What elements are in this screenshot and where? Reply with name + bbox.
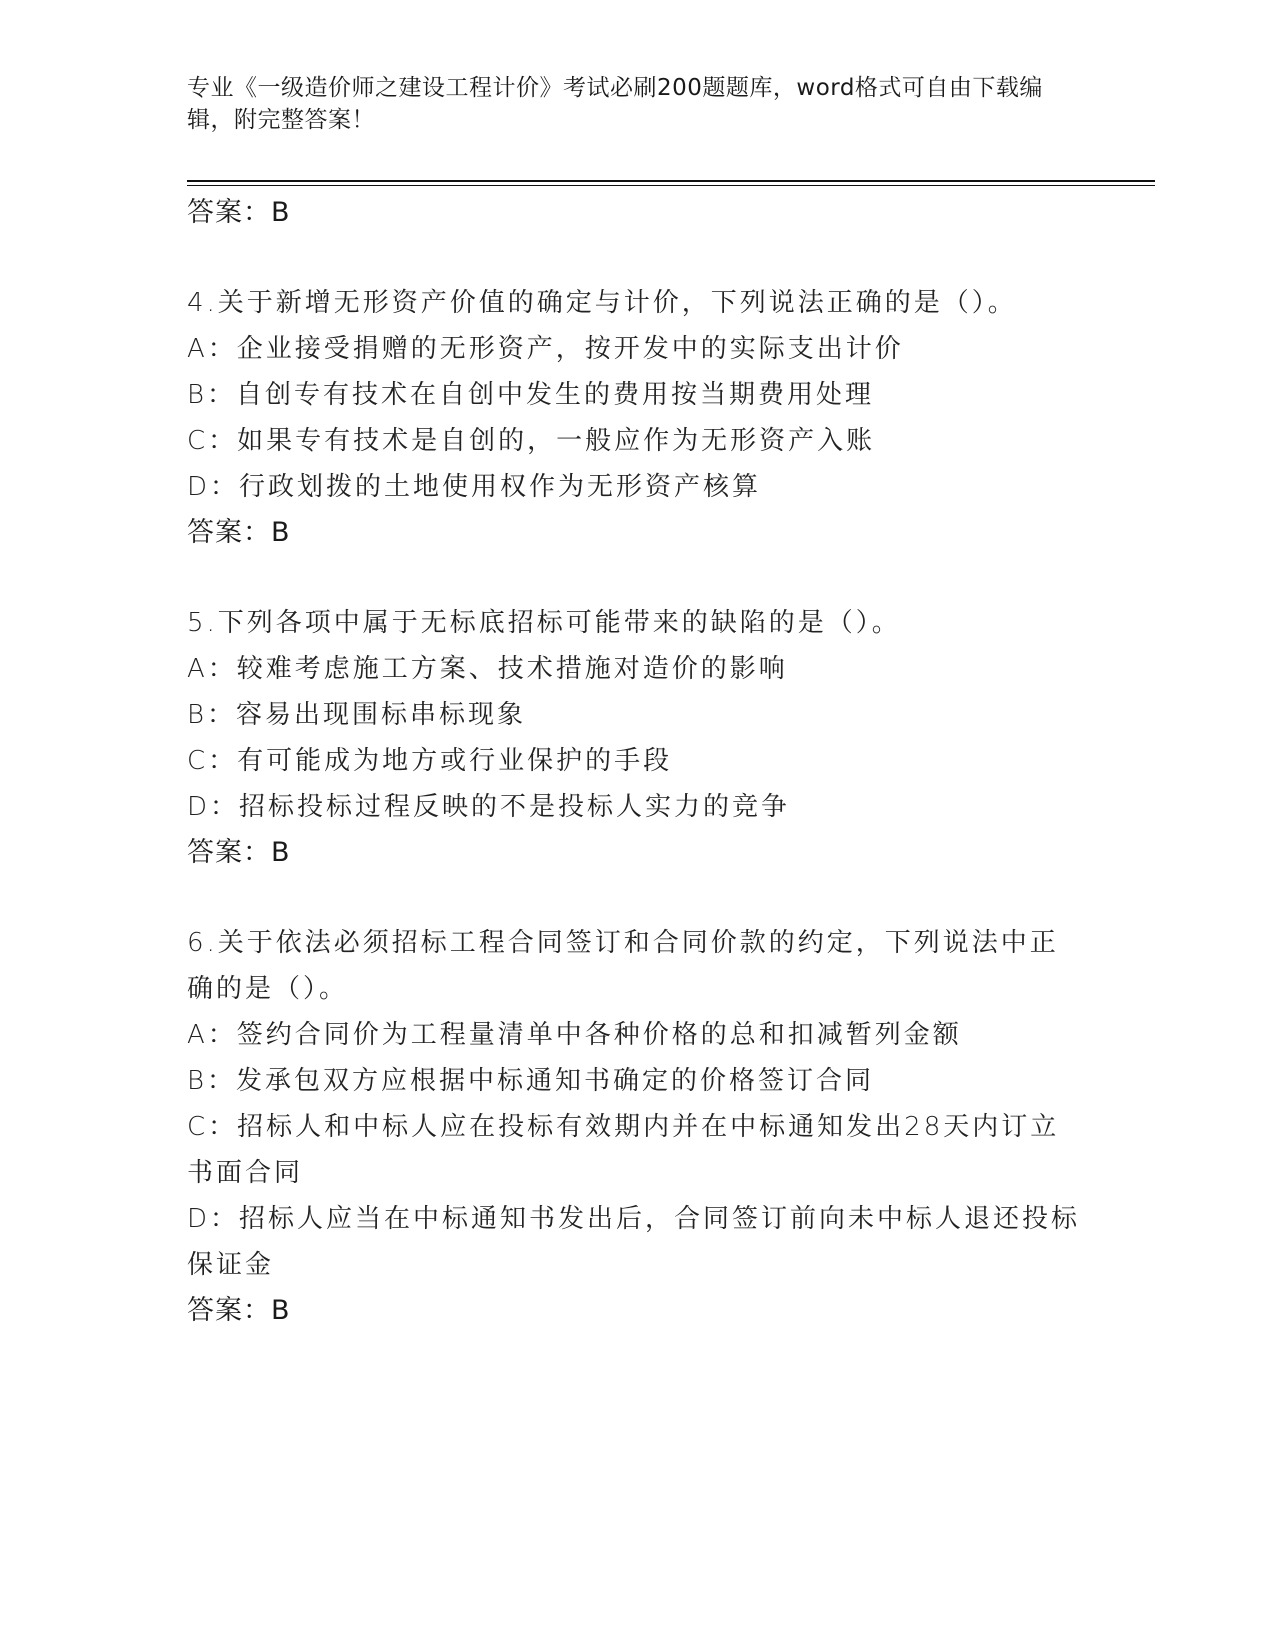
document-header: 专业《一级造价师之建设工程计价》考试必刷200题题库，word格式可自由下载编辑，附完整答案！ (187, 75, 1043, 133)
question-line: B：自创专有技术在自创中发生的费用按当期费用处理 (187, 380, 875, 410)
question-line: 确的是（）。 (187, 974, 349, 1004)
document-body (187, 190, 1087, 1334)
question-list (187, 280, 1087, 1334)
question-block (187, 280, 1087, 556)
question-line: B：容易出现围标串标现象 (187, 700, 527, 730)
header-rule-thick (187, 180, 1155, 182)
answer-line: 答案：B (187, 197, 291, 228)
question-line: C：有可能成为地方或行业保护的手段 (187, 746, 673, 776)
question-line: C：如果专有技术是自创的，一般应作为无形资产入账 (187, 426, 876, 456)
question-line: 书面合同 (187, 1158, 304, 1188)
header-rule-thin (187, 185, 1155, 186)
question-block (187, 600, 1087, 876)
question-line: A：企业接受捐赠的无形资产，按开发中的实际支出计价 (187, 334, 904, 364)
question-line: D：招标人应当在中标通知书发出后，合同签订前向未中标人退还投标 (187, 1204, 1081, 1234)
question-line: 保证金 (187, 1250, 275, 1280)
answer-line: 答案：B (187, 837, 291, 868)
question-stem: 5.下列各项中属于无标底招标可能带来的缺陷的是（）。 (187, 608, 901, 638)
answer-line: 答案：B (187, 1295, 291, 1326)
question-line: D：招标投标过程反映的不是投标人实力的竞争 (187, 792, 791, 822)
question-stem: 6.关于依法必须招标工程合同签订和合同价款的约定，下列说法中正 (187, 928, 1059, 958)
question-block (187, 920, 1087, 1334)
question-line: A：签约合同价为工程量清单中各种价格的总和扣减暂列金额 (187, 1020, 962, 1050)
question-line: C：招标人和中标人应在投标有效期内并在中标通知发出28天内订立 (187, 1112, 1060, 1142)
question-line: B：发承包双方应根据中标通知书确定的价格签订合同 (187, 1066, 875, 1096)
question-stem: 4.关于新增无形资产价值的确定与计价，下列说法正确的是（）。 (187, 288, 1017, 318)
question-line: D：行政划拨的土地使用权作为无形资产核算 (187, 472, 762, 502)
question-line: A：较难考虑施工方案、技术措施对造价的影响 (187, 654, 788, 684)
answer-line: 答案：B (187, 517, 291, 548)
